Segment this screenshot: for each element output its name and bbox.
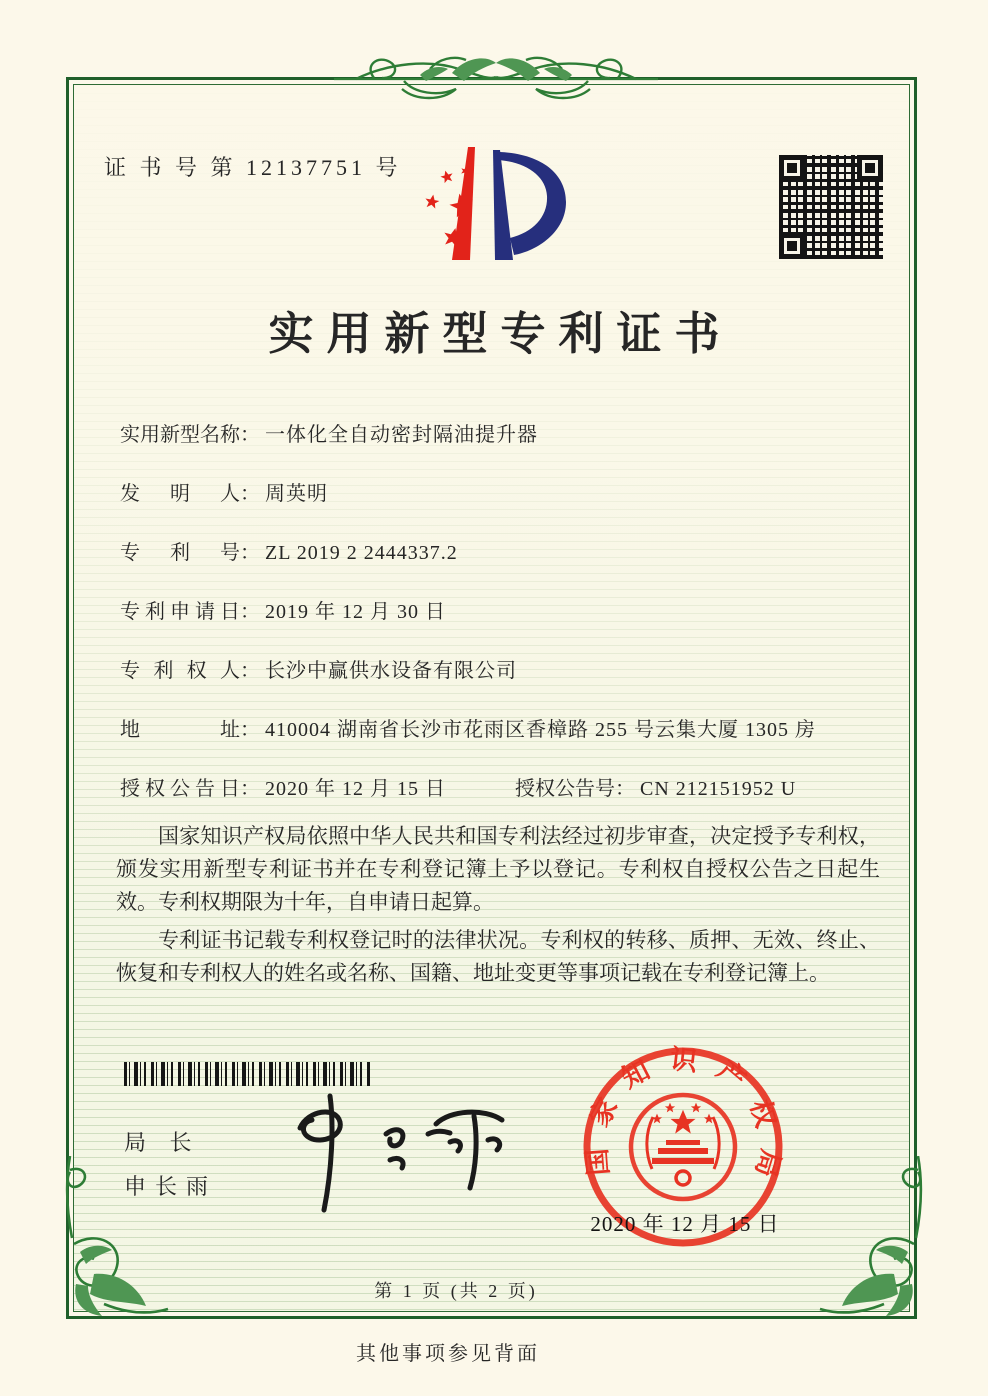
signer-title: 局 长 <box>124 1130 201 1155</box>
legal-text-block <box>116 820 880 994</box>
field-value: 2019 年 12 月 30 日 <box>265 601 446 623</box>
colon: ： <box>240 719 260 741</box>
field-label: 授权公告号 <box>515 778 615 800</box>
field-value: 410004 湖南省长沙市花雨区香樟路 255 号云集大厦 1305 房 <box>265 719 816 741</box>
grant-number-pair <box>515 772 796 801</box>
colon: ： <box>240 778 260 800</box>
field-value: ZL 2019 2 2444337.2 <box>265 542 458 564</box>
national-emblem-icon <box>631 1095 735 1199</box>
field-label: 专利权人 <box>120 660 240 682</box>
field-row-patent-number <box>120 536 900 565</box>
top-flourish-ornament <box>334 47 658 111</box>
seal-date: 2020 年 12 月 15 日 <box>590 1212 780 1236</box>
colon: ： <box>240 601 260 623</box>
field-label: 实用新型名称 <box>120 424 240 446</box>
colon: ： <box>240 483 260 505</box>
field-row-grant <box>120 772 900 801</box>
certificate-title: 实用新型专利证书 <box>268 309 733 359</box>
certificate-number: 证 书 号 第 12137751 号 <box>104 155 402 180</box>
field-value: 长沙中赢供水设备有限公司 <box>265 660 517 682</box>
field-row-patentee <box>120 654 900 683</box>
qr-finder-icon <box>779 233 805 259</box>
field-row-utility-model-name <box>120 418 900 447</box>
colon: ： <box>240 660 260 682</box>
field-value: 2020 年 12 月 15 日 <box>265 778 446 800</box>
field-label: 授权公告日 <box>120 778 240 800</box>
barcode <box>124 1062 372 1086</box>
field-label: 专利申请日 <box>120 601 240 623</box>
field-value: CN 212151952 U <box>640 778 797 800</box>
field-value: 一体化全自动密封隔油提升器 <box>265 424 538 446</box>
field-label: 地址 <box>120 719 240 741</box>
field-label: 发明人 <box>120 483 240 505</box>
field-row-filing-date <box>120 595 900 624</box>
page-number: 第 1 页 (共 2 页) <box>374 1281 538 1301</box>
qr-code <box>779 155 883 259</box>
colon: ： <box>240 424 260 446</box>
field-value: 周英明 <box>265 483 328 505</box>
field-row-address <box>120 713 900 742</box>
legal-paragraph: 国家知识产权局依照中华人民共和国专利法经过初步审查，决定授予专利权，颁发实用新型专利证书并在专利登记簿上予以登记。专利权自授权公告之日起生效。专利权期限为十年，自申请日起算。 <box>116 824 880 915</box>
director-signature <box>278 1090 518 1215</box>
signer-name: 申长雨 <box>124 1174 218 1199</box>
colon: ： <box>240 542 260 564</box>
qr-finder-icon <box>857 155 883 181</box>
back-side-note: 其他事项参见背面 <box>356 1343 540 1365</box>
grant-date-pair <box>120 778 446 800</box>
qr-finder-icon <box>779 155 805 181</box>
seal-ring-text: 国家知识产权局 <box>580 1043 787 1198</box>
field-row-inventor <box>120 477 900 506</box>
cnipa-logo-icon <box>420 140 585 266</box>
field-label: 专利号 <box>120 542 240 564</box>
legal-paragraph: 专利证书记载专利权登记时的法律状况。专利权的转移、质押、无效、终止、恢复和专利权人的姓名或名称、国籍、地址变更等事项记载在专利登记簿上。 <box>116 927 880 985</box>
colon: ： <box>615 778 635 800</box>
